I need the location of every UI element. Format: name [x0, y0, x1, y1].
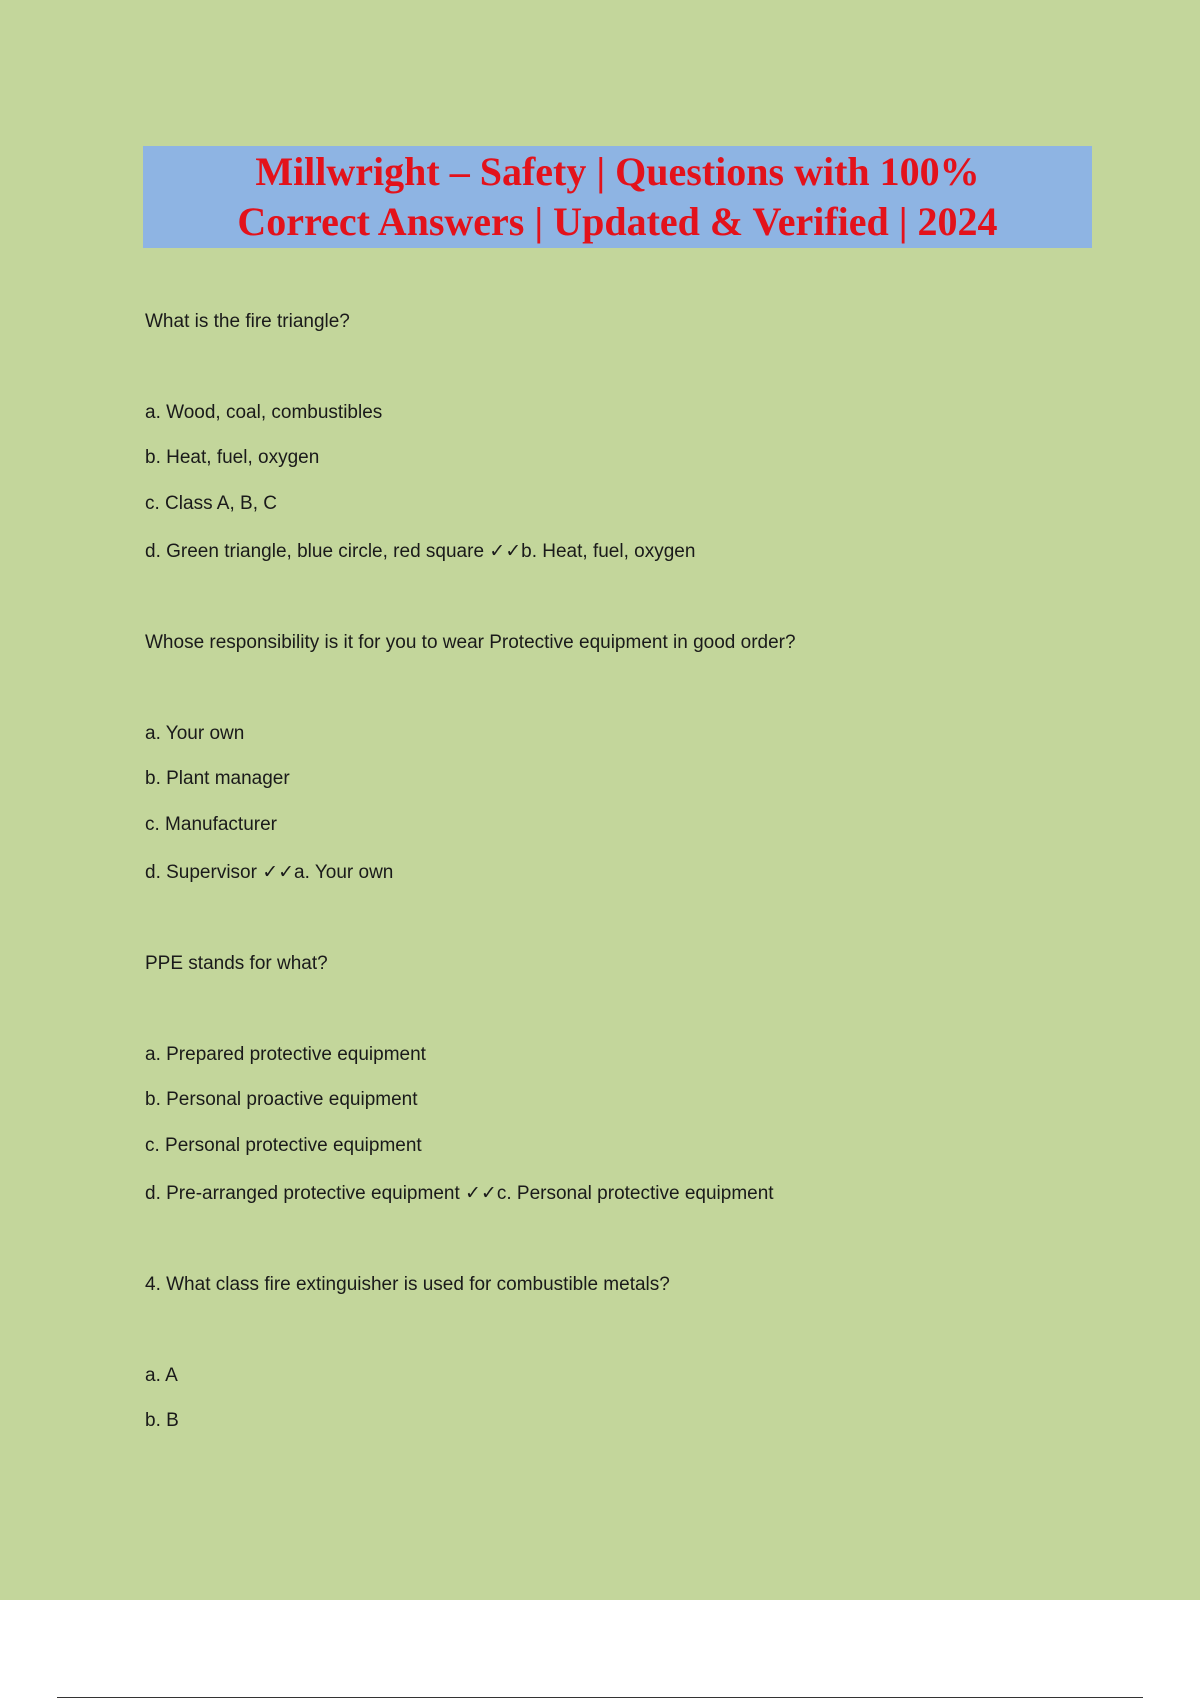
question-1-option-d-answer: d. Green triangle, blue circle, red square ✓✓b. Heat, fuel, oxygen: [145, 541, 696, 562]
question-2-option-a: a. Your own: [145, 723, 245, 744]
question-2-text: Whose responsibility is it for you to wear Protective equipment in good order?: [145, 632, 796, 653]
question-2-option-c: c. Manufacturer: [145, 814, 277, 835]
question-4-text: 4. What class fire extinguisher is used for combustible metals?: [145, 1274, 670, 1295]
question-1-text: What is the fire triangle?: [145, 311, 350, 332]
question-1-option-c: c. Class A, B, C: [145, 493, 277, 514]
question-4-option-a: a. A: [145, 1365, 178, 1386]
question-3-option-a: a. Prepared protective equipment: [145, 1044, 426, 1065]
question-1-option-b: b. Heat, fuel, oxygen: [145, 447, 320, 468]
question-3-option-c: c. Personal protective equipment: [145, 1135, 422, 1156]
title-banner: [143, 146, 1092, 248]
bottom-divider: [57, 1697, 1143, 1698]
question-3-text: PPE stands for what?: [145, 953, 328, 974]
question-4-option-b: b. B: [145, 1410, 179, 1431]
title-line-1: Millwright – Safety | Questions with 100%: [255, 149, 980, 194]
title-line-2: Correct Answers | Updated & Verified | 2024: [237, 199, 998, 244]
question-2-option-b: b. Plant manager: [145, 768, 290, 789]
question-3-option-d-answer: d. Pre-arranged protective equipment ✓✓c. Personal protective equipment: [145, 1183, 774, 1204]
question-3-option-b: b. Personal proactive equipment: [145, 1089, 418, 1110]
question-1-option-a: a. Wood, coal, combustibles: [145, 402, 383, 423]
question-2-option-d-answer: d. Supervisor ✓✓a. Your own: [145, 862, 394, 883]
